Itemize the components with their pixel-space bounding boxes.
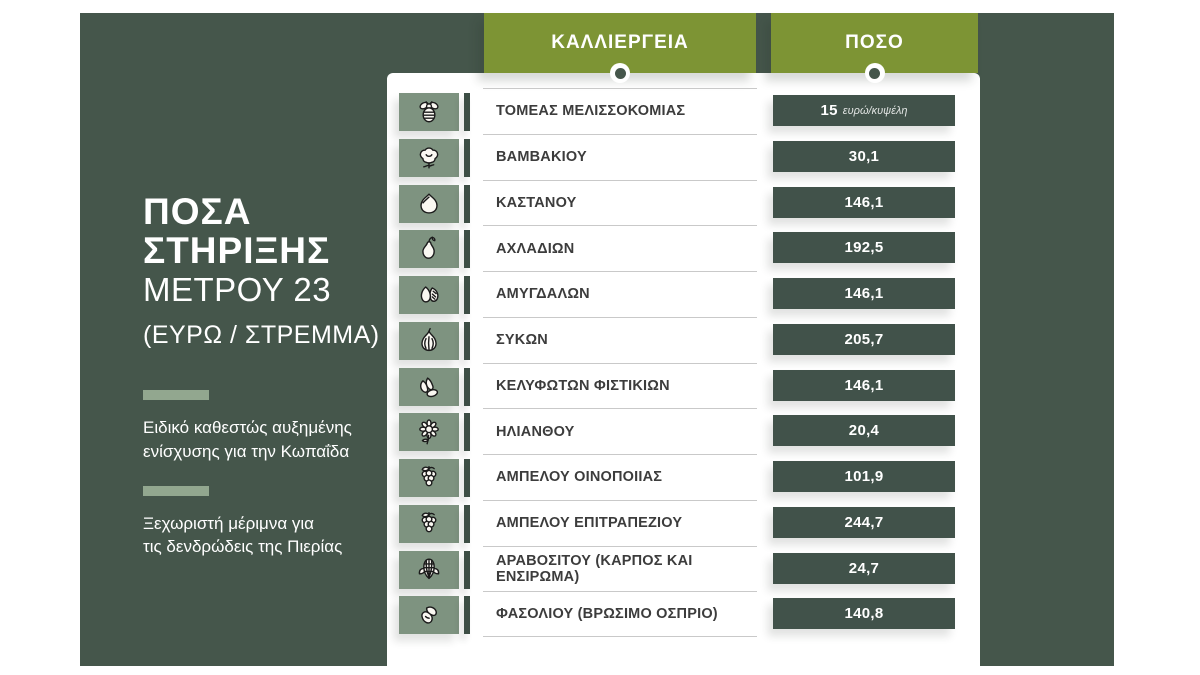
beans-icon <box>399 596 459 634</box>
table-row <box>0 225 1200 271</box>
fig-icon <box>399 322 459 360</box>
amount-number: 101,9 <box>844 468 884 485</box>
amount-value <box>773 141 955 172</box>
accent-dash <box>464 551 470 589</box>
column-header-crop-label: ΚΑΛΛΙΕΡΓΕΙΑ <box>551 32 689 53</box>
bee-icon <box>399 93 459 131</box>
note-kopaida-line-2: ενίσχυσης για την Κωπαΐδα <box>143 441 350 461</box>
accent-dash <box>464 368 470 406</box>
crop-name-label: ΗΛΙΑΝΘΟΥ <box>496 423 575 440</box>
page-subtitle: (ΕΥΡΩ / ΣΤΡΕΜΜΑ) <box>143 321 380 349</box>
cotton-icon <box>399 139 459 177</box>
column-header-amount-label: ΠΟΣΟ <box>845 32 904 53</box>
amount-value <box>773 507 955 538</box>
table-row <box>0 134 1200 180</box>
table-row <box>0 271 1200 317</box>
amount-number: 244,7 <box>844 513 884 531</box>
crop-name-label: ΑΜΠΕΛΟΥ ΕΠΙΤΡΑΠΕΖΙΟΥ <box>496 515 683 532</box>
table-row <box>0 88 1200 134</box>
amount-value <box>773 278 955 309</box>
amount-number: 140,8 <box>844 605 884 623</box>
page-title-line-2: ΣΤΗΡΙΞΗΣ <box>143 230 331 271</box>
note-pieria-line-1: Ξεχωριστή μέριμνα για <box>143 513 314 533</box>
amount-value <box>773 598 955 629</box>
amount-value <box>773 370 955 401</box>
crop-name-label: ΒΑΜΒΑΚΙΟΥ <box>496 149 587 166</box>
chestnut-icon <box>399 185 459 223</box>
table-row <box>0 408 1200 454</box>
table-rows <box>0 88 1200 638</box>
accent-dash <box>464 230 470 268</box>
amount-value <box>773 232 955 263</box>
accent-dash <box>464 505 470 543</box>
amount-number: 205,7 <box>844 330 884 348</box>
amount-number: 146,1 <box>844 285 884 302</box>
grapes-icon <box>399 505 459 543</box>
table-row <box>0 180 1200 226</box>
accent-dash <box>464 139 470 177</box>
table-row <box>0 317 1200 363</box>
crop-name-label: ΦΑΣΟΛΙΟΥ (ΒΡΩΣΙΜΟ ΟΣΠΡΙΟ) <box>496 606 718 623</box>
column-header-crop <box>484 13 756 73</box>
amount-value <box>773 324 955 355</box>
amount-number: 30,1 <box>848 147 880 165</box>
sunflower-icon <box>399 413 459 451</box>
corn-icon <box>399 551 459 589</box>
amount-number: 146,1 <box>844 376 884 394</box>
accent-dash <box>464 596 470 634</box>
table-row <box>0 591 1200 637</box>
amount-number: 146,1 <box>844 193 884 211</box>
amount-value <box>773 187 955 218</box>
amount-value <box>773 95 955 126</box>
crop-name-label: ΑΧΛΑΔΙΩΝ <box>496 240 575 257</box>
crop-name-label: ΣΥΚΩΝ <box>496 332 548 349</box>
almond-icon <box>399 276 459 314</box>
page-title-measure: ΜΕΤΡΟΥ 23 <box>143 271 332 308</box>
pin-icon <box>865 63 885 83</box>
amount-number: 20,4 <box>848 422 880 440</box>
pistachio-icon <box>399 368 459 406</box>
amount-value <box>773 415 955 446</box>
accent-dash <box>464 322 470 360</box>
table-row <box>0 546 1200 592</box>
accent-dash <box>464 276 470 314</box>
grapes-icon <box>399 459 459 497</box>
amount-number: 192,5 <box>844 239 884 257</box>
amount-unit-label: ευρώ/κυψέλη <box>842 104 908 117</box>
amount-value <box>773 553 955 584</box>
pear-icon <box>399 230 459 268</box>
accent-dash <box>464 185 470 223</box>
amount-value <box>773 461 955 492</box>
column-header-amount <box>771 13 978 73</box>
crop-name-label: ΑΜΠΕΛΟΥ ΟΙΝΟΠΟΙΙΑΣ <box>496 469 663 486</box>
page-title-line-1: ΠΟΣΑ <box>143 191 252 232</box>
note-kopaida-line-1: Ειδικό καθεστώς αυξημένης <box>143 418 352 437</box>
table-row <box>0 454 1200 500</box>
crop-name-label: ΤΟΜΕΑΣ ΜΕΛΙΣΣΟΚΟΜΙΑΣ <box>496 103 686 120</box>
crop-name-label: ΑΜΥΓΔΑΛΩΝ <box>496 286 590 303</box>
note-pieria-line-2: τις δενδρώδεις της Πιερίας <box>143 537 343 557</box>
accent-dash <box>464 459 470 497</box>
pin-icon <box>610 63 630 83</box>
table-row <box>0 363 1200 409</box>
accent-dash <box>464 413 470 451</box>
amount-number: 15 <box>820 102 838 119</box>
crop-name-label: ΚΕΛΥΦΩΤΩΝ ΦΙΣΤΙΚΙΩΝ <box>496 377 670 394</box>
amount-number: 24,7 <box>848 559 880 577</box>
crop-name-label: ΚΑΣΤΑΝΟΥ <box>496 194 577 211</box>
accent-dash <box>464 93 470 131</box>
crop-name-label: ΑΡΑΒΟΣΙΤΟΥ (ΚΑΡΠΟΣ ΚΑΙ ΕΝΣΙΡΩΜΑ) <box>496 552 693 585</box>
table-row <box>0 500 1200 546</box>
